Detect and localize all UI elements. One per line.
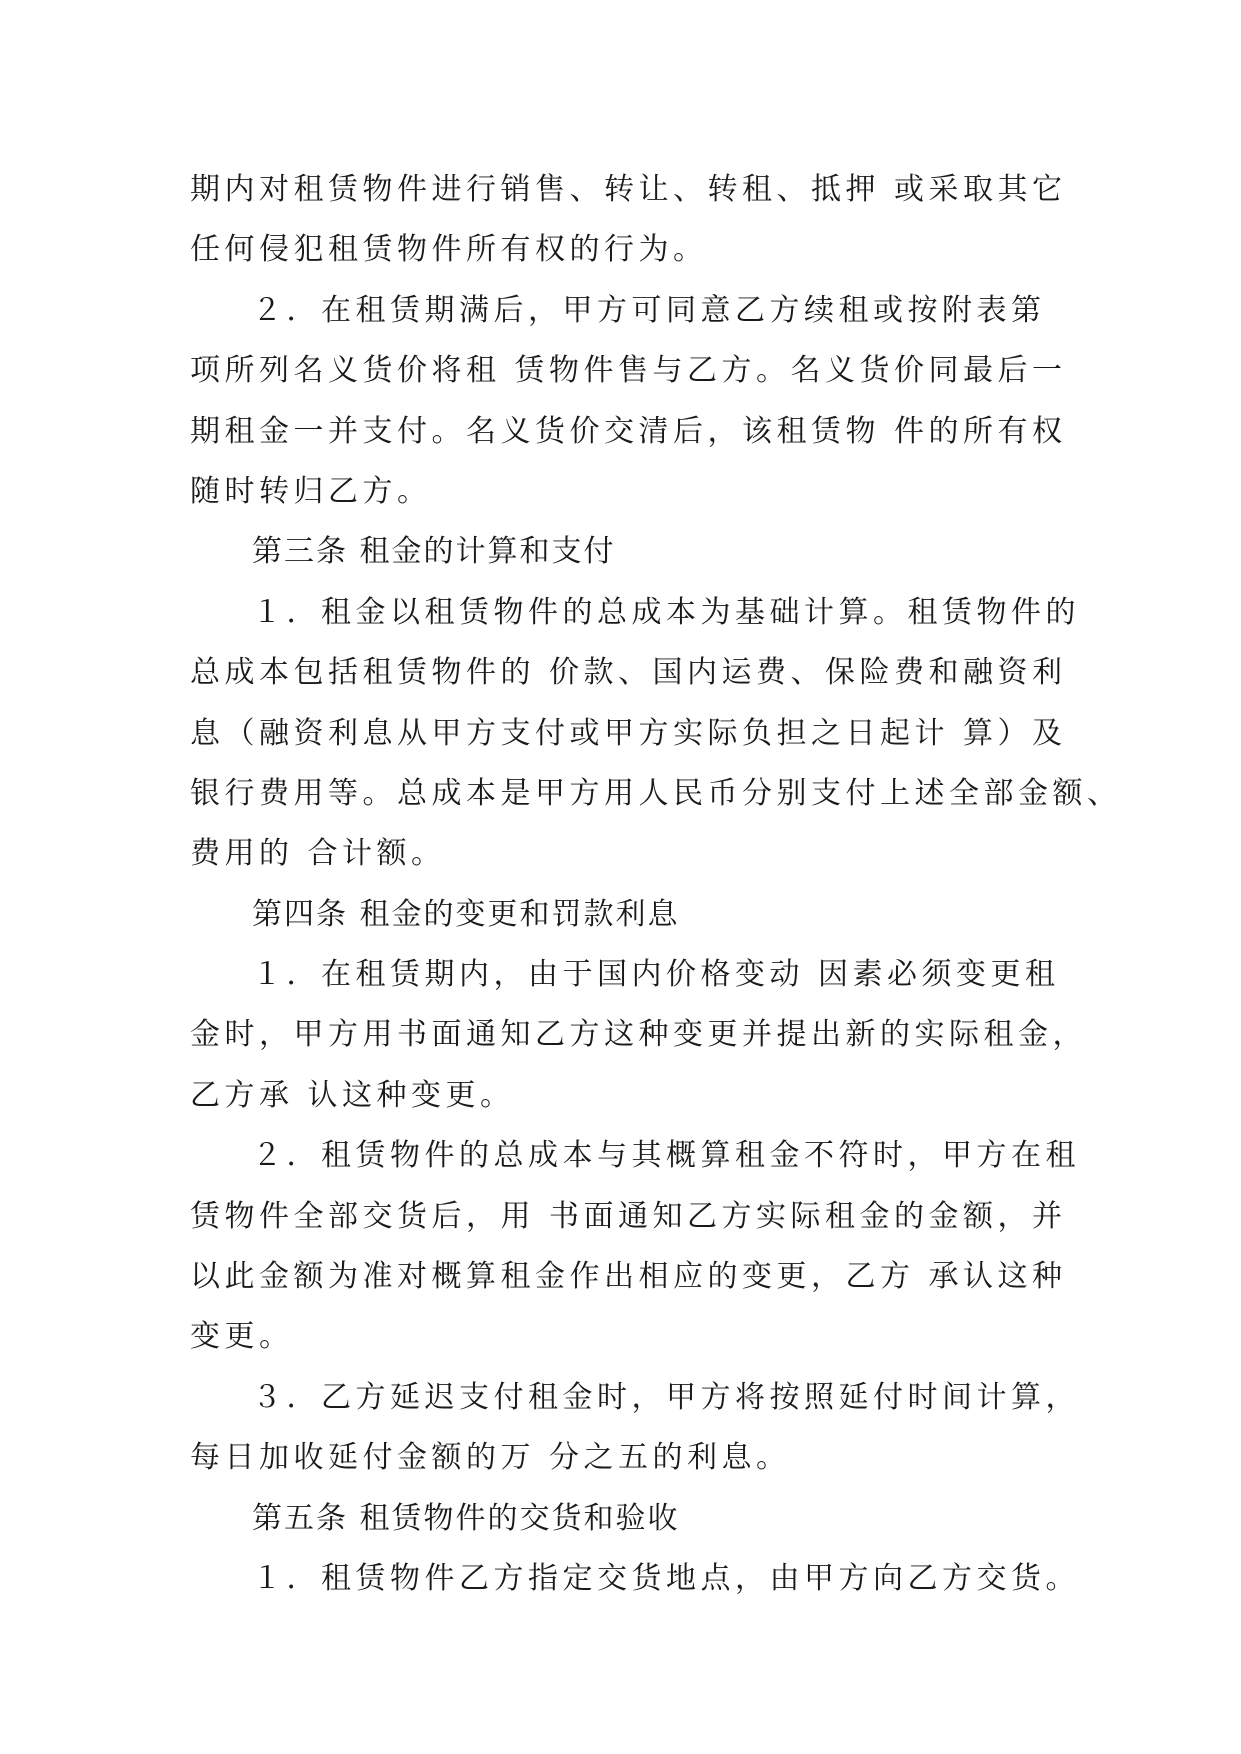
text-line: 随时转归乙方。 — [190, 473, 432, 509]
text-line: 每日加收延付金额的万 分之五的利息。 — [190, 1440, 791, 1476]
text-line: 息（融资利息从甲方支付或甲方实际负担之日起计 算）及 — [190, 715, 1067, 751]
text-line: 赁物件全部交货后，用 书面通知乙方实际租金的金额，并 — [190, 1198, 1067, 1234]
text-line: 费用的 合计额。 — [190, 836, 446, 872]
text-line: 银行费用等。总成本是甲方用人民币分别支付上述全部金额、 — [190, 775, 1122, 811]
text-line: 乙方承 认这种变更。 — [190, 1077, 515, 1113]
text-line: 变更。 — [190, 1319, 294, 1355]
document-body — [190, 160, 1122, 1609]
text-line: 以此金额为准对概算租金作出相应的变更，乙方 承认这种 — [190, 1259, 1067, 1295]
section-heading: 第五条 租赁物件的交货和验收 — [252, 1500, 680, 1536]
text-line: ３．乙方延迟支付租金时，甲方将按照延付时间计算， — [252, 1379, 1080, 1415]
text-line: １．在租赁期内，由于国内价格变动 因素必须变更租 — [252, 957, 1060, 993]
text-line: 期租金一并支付。名义货价交清后，该租赁物 件的所有权 — [190, 413, 1067, 449]
text-line: 总成本包括租赁物件的 价款、国内运费、保险费和融资利 — [190, 655, 1067, 691]
text-line: 期内对租赁物件进行销售、转让、转租、抵押 或采取其它 — [190, 172, 1067, 207]
text-line: 项所列名义货价将租 赁物件售与乙方。名义货价同最后一 — [190, 353, 1067, 389]
text-line: １．租金以租赁物件的总成本为基础计算。租赁物件的 — [252, 594, 1080, 630]
text-line: １．租赁物件乙方指定交货地点，由甲方向乙方交货。 — [252, 1560, 1080, 1596]
text-line: ２．在租赁期满后，甲方可同意乙方续租或按附表第 — [252, 292, 1046, 328]
text-line: 任何侵犯租赁物件所有权的行为。 — [190, 232, 708, 268]
section-heading: 第四条 租金的变更和罚款利息 — [252, 896, 680, 932]
section-heading: 第三条 租金的计算和支付 — [252, 534, 616, 570]
text-line: 金时，甲方用书面通知乙方这种变更并提出新的实际租金， — [190, 1017, 1087, 1053]
text-line: ２．租赁物件的总成本与其概算租金不符时，甲方在租 — [252, 1138, 1080, 1174]
